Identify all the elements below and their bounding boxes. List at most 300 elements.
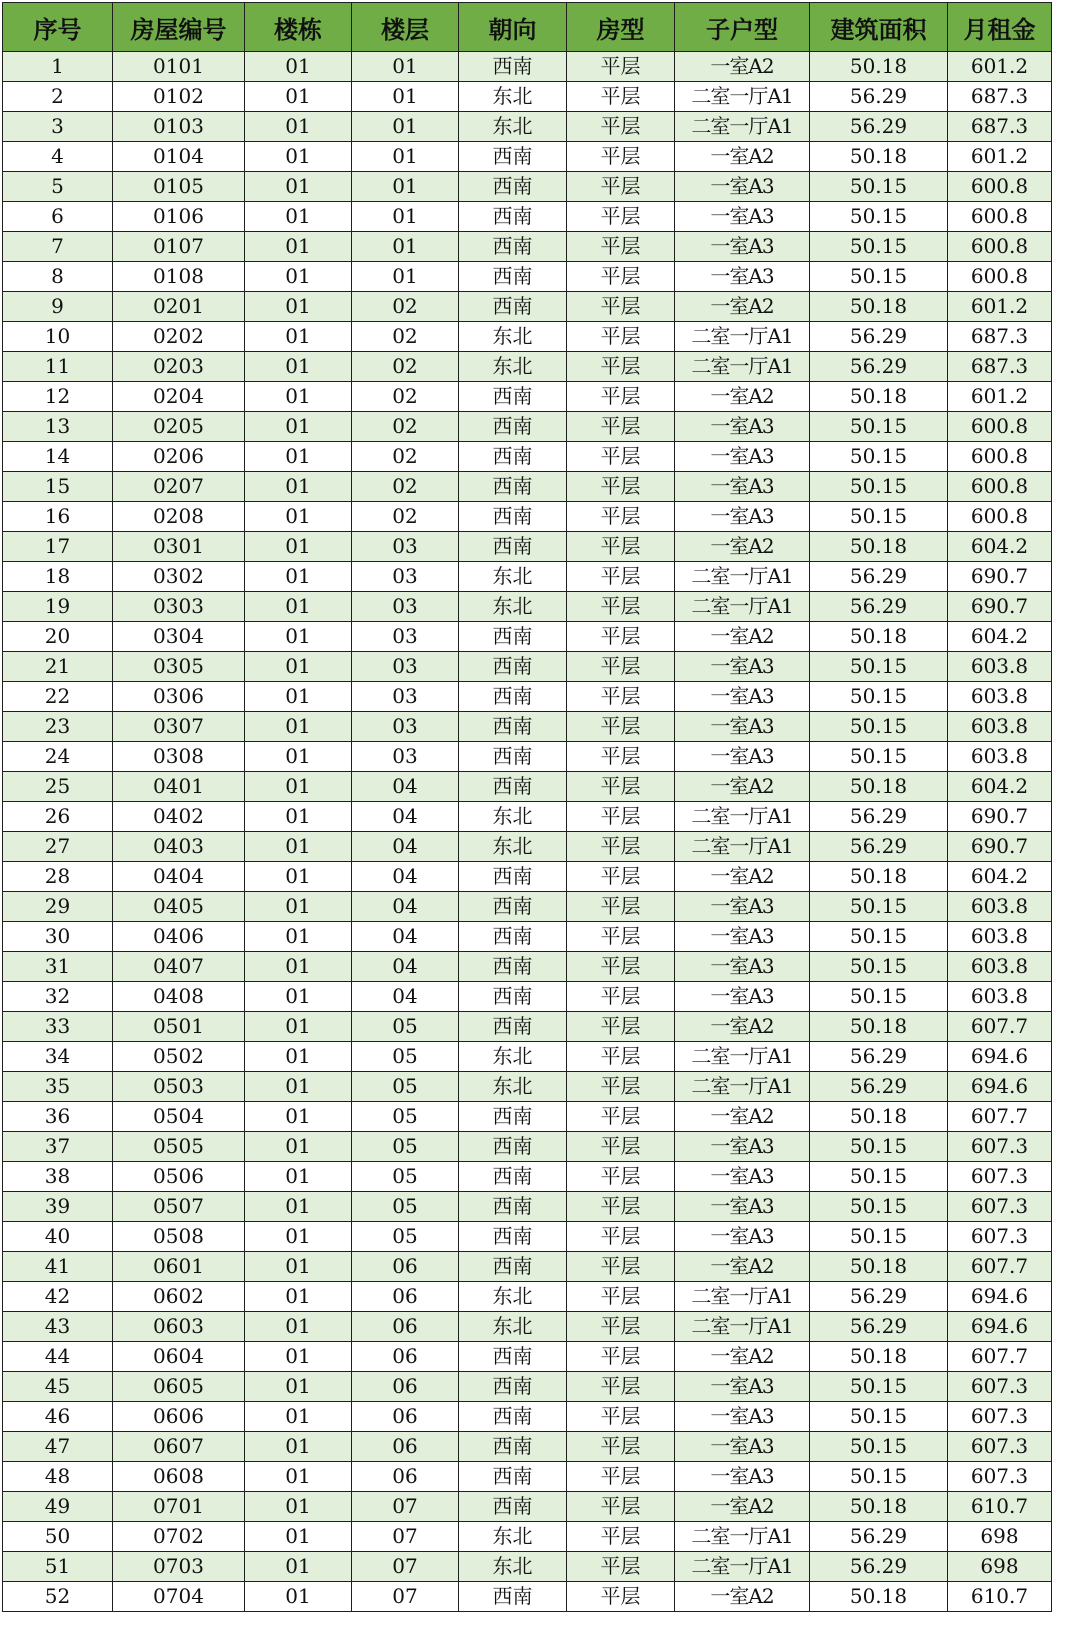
cell-room-type: 平层: [567, 172, 675, 202]
cell-room-number: 0702: [113, 1522, 245, 1552]
column-header-room-type: 房型: [567, 3, 675, 52]
cell-sub-type: 一室A2: [675, 772, 810, 802]
cell-room-type: 平层: [567, 682, 675, 712]
cell-index: 9: [3, 292, 113, 322]
table-row: [3, 772, 1052, 802]
cell-orientation: 东北: [459, 1312, 567, 1342]
cell-sub-type: 一室A3: [675, 1402, 810, 1432]
cell-room-type: 平层: [567, 742, 675, 772]
cell-index: 13: [3, 412, 113, 442]
table-row: [3, 742, 1052, 772]
cell-room-type: 平层: [567, 382, 675, 412]
column-header-index: 序号: [3, 3, 113, 52]
cell-sub-type: 一室A2: [675, 1342, 810, 1372]
cell-floor-area: 50.15: [810, 202, 948, 232]
cell-room-type: 平层: [567, 982, 675, 1012]
cell-index: 34: [3, 1042, 113, 1072]
cell-monthly-rent: 600.8: [948, 412, 1052, 442]
table-row: [3, 112, 1052, 142]
cell-sub-type: 一室A2: [675, 142, 810, 172]
table-row: [3, 1402, 1052, 1432]
cell-orientation: 西南: [459, 712, 567, 742]
cell-building: 01: [245, 472, 352, 502]
cell-floor: 03: [352, 562, 459, 592]
cell-room-type: 平层: [567, 652, 675, 682]
cell-orientation: 西南: [459, 502, 567, 532]
cell-sub-type: 一室A2: [675, 622, 810, 652]
cell-monthly-rent: 600.8: [948, 442, 1052, 472]
cell-floor: 05: [352, 1102, 459, 1132]
cell-building: 01: [245, 1312, 352, 1342]
cell-index: 4: [3, 142, 113, 172]
table-row: [3, 892, 1052, 922]
cell-room-number: 0508: [113, 1222, 245, 1252]
table-row: [3, 922, 1052, 952]
table-row: [3, 472, 1052, 502]
cell-room-number: 0202: [113, 322, 245, 352]
cell-sub-type: 一室A3: [675, 1192, 810, 1222]
cell-room-number: 0205: [113, 412, 245, 442]
cell-sub-type: 一室A2: [675, 1102, 810, 1132]
cell-index: 15: [3, 472, 113, 502]
table-row: [3, 982, 1052, 1012]
cell-monthly-rent: 603.8: [948, 892, 1052, 922]
cell-room-type: 平层: [567, 862, 675, 892]
cell-index: 1: [3, 52, 113, 82]
cell-building: 01: [245, 592, 352, 622]
cell-room-number: 0107: [113, 232, 245, 262]
cell-floor-area: 50.15: [810, 472, 948, 502]
cell-floor-area: 50.15: [810, 262, 948, 292]
cell-floor: 04: [352, 802, 459, 832]
cell-orientation: 东北: [459, 322, 567, 352]
cell-index: 39: [3, 1192, 113, 1222]
cell-room-number: 0406: [113, 922, 245, 952]
cell-room-number: 0604: [113, 1342, 245, 1372]
cell-floor-area: 50.15: [810, 1402, 948, 1432]
cell-room-number: 0104: [113, 142, 245, 172]
cell-room-type: 平层: [567, 712, 675, 742]
cell-room-type: 平层: [567, 1342, 675, 1372]
cell-floor: 07: [352, 1522, 459, 1552]
cell-orientation: 东北: [459, 592, 567, 622]
cell-building: 01: [245, 952, 352, 982]
cell-room-number: 0405: [113, 892, 245, 922]
cell-floor: 07: [352, 1492, 459, 1522]
cell-room-type: 平层: [567, 1072, 675, 1102]
cell-orientation: 东北: [459, 832, 567, 862]
cell-room-type: 平层: [567, 922, 675, 952]
cell-room-number: 0302: [113, 562, 245, 592]
cell-monthly-rent: 690.7: [948, 592, 1052, 622]
cell-sub-type: 一室A3: [675, 982, 810, 1012]
cell-building: 01: [245, 442, 352, 472]
cell-sub-type: 一室A3: [675, 1162, 810, 1192]
table-row: [3, 1342, 1052, 1372]
cell-room-type: 平层: [567, 472, 675, 502]
cell-room-type: 平层: [567, 1132, 675, 1162]
cell-index: 47: [3, 1432, 113, 1462]
cell-monthly-rent: 601.2: [948, 382, 1052, 412]
cell-floor-area: 50.15: [810, 952, 948, 982]
cell-orientation: 西南: [459, 1342, 567, 1372]
cell-index: 37: [3, 1132, 113, 1162]
cell-room-number: 0602: [113, 1282, 245, 1312]
cell-index: 25: [3, 772, 113, 802]
cell-index: 49: [3, 1492, 113, 1522]
cell-index: 26: [3, 802, 113, 832]
cell-index: 12: [3, 382, 113, 412]
header-row: [3, 3, 1052, 52]
cell-orientation: 西南: [459, 442, 567, 472]
cell-building: 01: [245, 1012, 352, 1042]
cell-orientation: 西南: [459, 292, 567, 322]
cell-floor-area: 56.29: [810, 1042, 948, 1072]
cell-orientation: 西南: [459, 1102, 567, 1132]
cell-index: 50: [3, 1522, 113, 1552]
cell-room-number: 0401: [113, 772, 245, 802]
cell-index: 30: [3, 922, 113, 952]
cell-index: 16: [3, 502, 113, 532]
cell-room-number: 0608: [113, 1462, 245, 1492]
cell-monthly-rent: 601.2: [948, 52, 1052, 82]
cell-building: 01: [245, 202, 352, 232]
cell-room-type: 平层: [567, 1402, 675, 1432]
cell-room-number: 0106: [113, 202, 245, 232]
cell-index: 31: [3, 952, 113, 982]
cell-sub-type: 一室A3: [675, 922, 810, 952]
cell-orientation: 东北: [459, 802, 567, 832]
cell-room-number: 0501: [113, 1012, 245, 1042]
cell-building: 01: [245, 322, 352, 352]
cell-room-type: 平层: [567, 1432, 675, 1462]
cell-room-type: 平层: [567, 1042, 675, 1072]
cell-index: 52: [3, 1582, 113, 1612]
cell-room-type: 平层: [567, 892, 675, 922]
cell-floor: 06: [352, 1342, 459, 1372]
table-row: [3, 172, 1052, 202]
cell-floor: 03: [352, 682, 459, 712]
cell-floor-area: 56.29: [810, 1282, 948, 1312]
cell-building: 01: [245, 742, 352, 772]
cell-index: 22: [3, 682, 113, 712]
cell-sub-type: 二室一厅A1: [675, 82, 810, 112]
cell-index: 8: [3, 262, 113, 292]
cell-orientation: 西南: [459, 52, 567, 82]
cell-room-type: 平层: [567, 1102, 675, 1132]
cell-building: 01: [245, 1462, 352, 1492]
cell-floor-area: 56.29: [810, 832, 948, 862]
cell-floor-area: 50.15: [810, 1432, 948, 1462]
cell-monthly-rent: 607.3: [948, 1432, 1052, 1462]
table-row: [3, 382, 1052, 412]
cell-floor-area: 50.18: [810, 772, 948, 802]
cell-room-number: 0206: [113, 442, 245, 472]
cell-building: 01: [245, 1342, 352, 1372]
cell-sub-type: 二室一厅A1: [675, 1282, 810, 1312]
cell-floor: 01: [352, 82, 459, 112]
cell-building: 01: [245, 232, 352, 262]
cell-monthly-rent: 607.7: [948, 1342, 1052, 1372]
cell-room-type: 平层: [567, 772, 675, 802]
cell-sub-type: 一室A3: [675, 502, 810, 532]
cell-building: 01: [245, 1582, 352, 1612]
cell-monthly-rent: 603.8: [948, 652, 1052, 682]
cell-floor: 03: [352, 532, 459, 562]
cell-monthly-rent: 600.8: [948, 502, 1052, 532]
cell-orientation: 西南: [459, 1582, 567, 1612]
cell-room-type: 平层: [567, 1552, 675, 1582]
cell-sub-type: 一室A3: [675, 412, 810, 442]
cell-room-type: 平层: [567, 322, 675, 352]
cell-sub-type: 一室A3: [675, 742, 810, 772]
cell-sub-type: 一室A3: [675, 712, 810, 742]
cell-orientation: 西南: [459, 682, 567, 712]
cell-building: 01: [245, 1282, 352, 1312]
table-row: [3, 832, 1052, 862]
cell-index: 29: [3, 892, 113, 922]
cell-room-number: 0304: [113, 622, 245, 652]
cell-building: 01: [245, 262, 352, 292]
cell-floor: 02: [352, 292, 459, 322]
cell-sub-type: 一室A3: [675, 652, 810, 682]
cell-room-type: 平层: [567, 832, 675, 862]
cell-index: 33: [3, 1012, 113, 1042]
cell-sub-type: 二室一厅A1: [675, 832, 810, 862]
cell-sub-type: 二室一厅A1: [675, 1072, 810, 1102]
table-row: [3, 1132, 1052, 1162]
cell-floor-area: 50.15: [810, 922, 948, 952]
cell-sub-type: 二室一厅A1: [675, 592, 810, 622]
cell-room-number: 0701: [113, 1492, 245, 1522]
cell-floor: 01: [352, 112, 459, 142]
cell-orientation: 西南: [459, 892, 567, 922]
cell-sub-type: 二室一厅A1: [675, 562, 810, 592]
cell-room-type: 平层: [567, 952, 675, 982]
cell-monthly-rent: 607.7: [948, 1102, 1052, 1132]
cell-sub-type: 一室A2: [675, 1492, 810, 1522]
cell-index: 32: [3, 982, 113, 1012]
cell-orientation: 西南: [459, 262, 567, 292]
cell-sub-type: 二室一厅A1: [675, 112, 810, 142]
cell-floor: 04: [352, 922, 459, 952]
cell-monthly-rent: 607.3: [948, 1222, 1052, 1252]
cell-orientation: 西南: [459, 862, 567, 892]
table-row: [3, 262, 1052, 292]
cell-floor-area: 56.29: [810, 352, 948, 382]
cell-sub-type: 一室A2: [675, 1582, 810, 1612]
cell-room-number: 0301: [113, 532, 245, 562]
table-row: [3, 1102, 1052, 1132]
cell-floor-area: 50.15: [810, 712, 948, 742]
cell-monthly-rent: 690.7: [948, 562, 1052, 592]
cell-floor: 06: [352, 1372, 459, 1402]
cell-building: 01: [245, 1522, 352, 1552]
cell-room-number: 0407: [113, 952, 245, 982]
cell-floor-area: 50.18: [810, 1582, 948, 1612]
cell-sub-type: 二室一厅A1: [675, 1552, 810, 1582]
cell-index: 11: [3, 352, 113, 382]
cell-room-number: 0303: [113, 592, 245, 622]
cell-index: 6: [3, 202, 113, 232]
cell-room-number: 0108: [113, 262, 245, 292]
cell-monthly-rent: 690.7: [948, 802, 1052, 832]
cell-room-type: 平层: [567, 82, 675, 112]
cell-floor: 04: [352, 832, 459, 862]
cell-room-type: 平层: [567, 1582, 675, 1612]
cell-room-type: 平层: [567, 292, 675, 322]
cell-building: 01: [245, 1552, 352, 1582]
cell-floor-area: 56.29: [810, 562, 948, 592]
table-row: [3, 622, 1052, 652]
cell-index: 21: [3, 652, 113, 682]
cell-room-type: 平层: [567, 1192, 675, 1222]
cell-building: 01: [245, 862, 352, 892]
cell-room-number: 0305: [113, 652, 245, 682]
cell-floor-area: 50.15: [810, 892, 948, 922]
cell-monthly-rent: 607.7: [948, 1252, 1052, 1282]
cell-monthly-rent: 687.3: [948, 322, 1052, 352]
table-row: [3, 1312, 1052, 1342]
cell-floor-area: 50.15: [810, 682, 948, 712]
cell-building: 01: [245, 1132, 352, 1162]
cell-building: 01: [245, 292, 352, 322]
cell-index: 5: [3, 172, 113, 202]
cell-sub-type: 一室A2: [675, 1252, 810, 1282]
cell-floor: 06: [352, 1252, 459, 1282]
cell-monthly-rent: 694.6: [948, 1042, 1052, 1072]
cell-sub-type: 二室一厅A1: [675, 802, 810, 832]
cell-index: 44: [3, 1342, 113, 1372]
cell-floor-area: 50.15: [810, 1222, 948, 1252]
cell-floor-area: 50.15: [810, 502, 948, 532]
table-row: [3, 1582, 1052, 1612]
cell-room-type: 平层: [567, 352, 675, 382]
housing-table-container: [2, 2, 1051, 1612]
cell-monthly-rent: 607.3: [948, 1372, 1052, 1402]
cell-room-number: 0704: [113, 1582, 245, 1612]
cell-index: 35: [3, 1072, 113, 1102]
cell-room-type: 平层: [567, 52, 675, 82]
cell-orientation: 西南: [459, 1162, 567, 1192]
cell-room-number: 0402: [113, 802, 245, 832]
cell-floor: 05: [352, 1192, 459, 1222]
cell-index: 19: [3, 592, 113, 622]
cell-orientation: 西南: [459, 652, 567, 682]
cell-sub-type: 一室A3: [675, 1462, 810, 1492]
cell-orientation: 西南: [459, 952, 567, 982]
cell-floor: 04: [352, 862, 459, 892]
cell-building: 01: [245, 1432, 352, 1462]
cell-room-type: 平层: [567, 532, 675, 562]
cell-index: 28: [3, 862, 113, 892]
cell-sub-type: 一室A3: [675, 1372, 810, 1402]
cell-sub-type: 一室A3: [675, 1132, 810, 1162]
cell-monthly-rent: 694.6: [948, 1072, 1052, 1102]
cell-building: 01: [245, 352, 352, 382]
table-row: [3, 1372, 1052, 1402]
cell-monthly-rent: 601.2: [948, 142, 1052, 172]
cell-orientation: 西南: [459, 1012, 567, 1042]
table-row: [3, 1462, 1052, 1492]
table-row: [3, 802, 1052, 832]
cell-room-type: 平层: [567, 232, 675, 262]
table-row: [3, 232, 1052, 262]
cell-building: 01: [245, 412, 352, 442]
cell-monthly-rent: 603.8: [948, 952, 1052, 982]
cell-floor-area: 50.18: [810, 1342, 948, 1372]
cell-sub-type: 二室一厅A1: [675, 1042, 810, 1072]
cell-index: 46: [3, 1402, 113, 1432]
cell-floor: 06: [352, 1402, 459, 1432]
cell-orientation: 西南: [459, 142, 567, 172]
cell-room-number: 0403: [113, 832, 245, 862]
cell-floor-area: 56.29: [810, 322, 948, 352]
cell-index: 17: [3, 532, 113, 562]
cell-room-number: 0601: [113, 1252, 245, 1282]
cell-room-number: 0507: [113, 1192, 245, 1222]
cell-orientation: 西南: [459, 232, 567, 262]
cell-room-number: 0103: [113, 112, 245, 142]
cell-floor-area: 50.15: [810, 1192, 948, 1222]
cell-building: 01: [245, 1072, 352, 1102]
cell-monthly-rent: 600.8: [948, 262, 1052, 292]
cell-building: 01: [245, 832, 352, 862]
cell-floor-area: 56.29: [810, 1312, 948, 1342]
cell-building: 01: [245, 922, 352, 952]
table-row: [3, 1042, 1052, 1072]
cell-index: 48: [3, 1462, 113, 1492]
cell-floor-area: 56.29: [810, 802, 948, 832]
cell-building: 01: [245, 112, 352, 142]
cell-room-type: 平层: [567, 202, 675, 232]
table-row: [3, 712, 1052, 742]
cell-floor: 05: [352, 1132, 459, 1162]
cell-floor: 01: [352, 202, 459, 232]
cell-orientation: 东北: [459, 1522, 567, 1552]
table-row: [3, 442, 1052, 472]
cell-monthly-rent: 607.3: [948, 1402, 1052, 1432]
table-row: [3, 352, 1052, 382]
cell-index: 42: [3, 1282, 113, 1312]
cell-monthly-rent: 687.3: [948, 82, 1052, 112]
cell-floor-area: 56.29: [810, 592, 948, 622]
cell-floor: 06: [352, 1462, 459, 1492]
cell-orientation: 西南: [459, 1492, 567, 1522]
cell-building: 01: [245, 622, 352, 652]
cell-monthly-rent: 698: [948, 1522, 1052, 1552]
table-row: [3, 592, 1052, 622]
cell-room-type: 平层: [567, 1492, 675, 1522]
cell-monthly-rent: 607.3: [948, 1132, 1052, 1162]
cell-orientation: 西南: [459, 382, 567, 412]
table-row: [3, 82, 1052, 112]
cell-room-type: 平层: [567, 1252, 675, 1282]
cell-orientation: 西南: [459, 742, 567, 772]
cell-floor-area: 50.18: [810, 1492, 948, 1522]
cell-orientation: 东北: [459, 1552, 567, 1582]
cell-index: 27: [3, 832, 113, 862]
cell-floor-area: 50.15: [810, 1162, 948, 1192]
cell-building: 01: [245, 1402, 352, 1432]
table-row: [3, 412, 1052, 442]
cell-sub-type: 一室A2: [675, 382, 810, 412]
cell-monthly-rent: 687.3: [948, 352, 1052, 382]
table-body: [3, 52, 1052, 1612]
cell-room-type: 平层: [567, 1312, 675, 1342]
cell-floor-area: 50.18: [810, 1252, 948, 1282]
cell-floor: 03: [352, 592, 459, 622]
